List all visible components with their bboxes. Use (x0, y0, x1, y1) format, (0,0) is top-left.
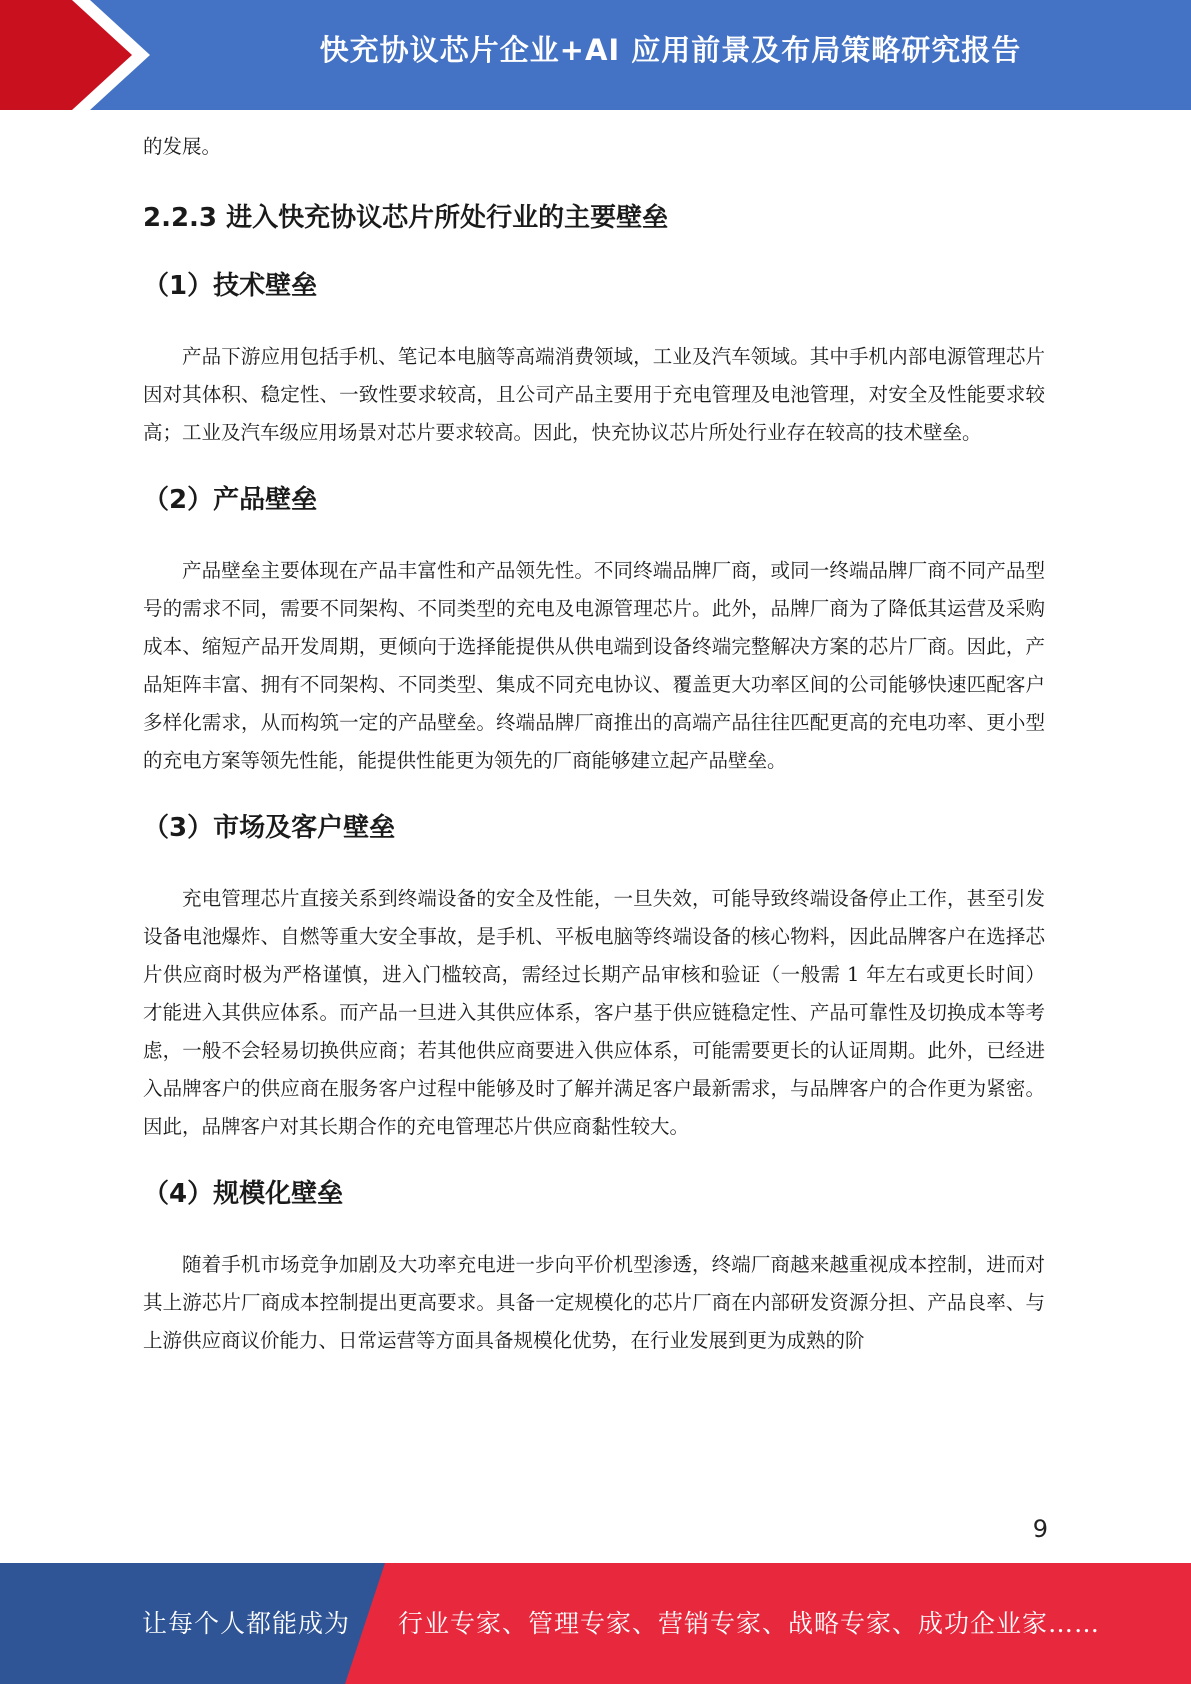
subsection-title-product: （2）产品壁垒 (143, 485, 318, 515)
header-title: 快充协议芯片企业+AI 应用前景及布局策略研究报告 (319, 33, 1022, 67)
paragraph-market: 充电管理芯片直接关系到终端设备的安全及性能，一旦失效，可能导致终端设备停止工作，甚至引发设备电池爆炸、自燃等重大安全事故，是手机、平板电脑等终端设备的核心物料，因此品牌客户在选择芯片供应商时极为严格谨慎，进入门槛较高，需经过长期产品审核和验证（一般需 1 年左右或更长时间）才能进入其供应体系。而产品一旦进入其供应体系，客户基于供应链稳定性、产品可靠性及切换成本等考虑，一般不会轻易切换供应商；若其他供应商要进入供应体系，可能需要更长的认证周期。此外，已经进入品牌客户的供应商在服务客户过程中能够及时了解并满足客户最新需求，与品牌客户的合作更为紧密。因此，品牌客户对其长期合作的充电管理芯片供应商黏性较大。 (143, 887, 1045, 1138)
document-body (143, 128, 1045, 1360)
subsection-title-scale: （4）规模化壁垒 (143, 1179, 344, 1209)
paragraph-product: 产品壁垒主要体现在产品丰富性和产品领先性。不同终端品牌厂商，或同一终端品牌厂商不同产品型号的需求不同，需要不同架构、不同类型的充电及电源管理芯片。此外，品牌厂商为了降低其运营及采购成本、缩短产品开发周期，更倾向于选择能提供从供电端到设备终端完整解决方案的芯片厂商。因此，产品矩阵丰富、拥有不同架构、不同类型、集成不同充电协议、覆盖更大功率区间的公司能够快速匹配客户多样化需求，从而构筑一定的产品壁垒。终端品牌厂商推出的高端产品往往匹配更高的充电功率、更小型的充电方案等领先性能，能提供性能更为领先的厂商能够建立起产品壁垒。 (143, 559, 1045, 772)
page-footer (0, 1563, 1191, 1684)
page-number: 9 (1032, 1515, 1048, 1543)
page-header (0, 0, 1191, 110)
footer-slogan-right: 行业专家、管理专家、营销专家、战略专家、成功企业家…… (398, 1609, 1101, 1638)
subsection-title-technical: （1）技术壁垒 (143, 271, 318, 301)
paragraph-scale: 随着手机市场竞争加剧及大功率充电进一步向平价机型渗透，终端厂商越来越重视成本控制，进而对其上游芯片厂商成本控制提出更高要求。具备一定规模化的芯片厂商在内部研发资源分担、产品良率、与上游供应商议价能力、日常运营等方面具备规模化优势，在行业发展到更为成熟的阶 (143, 1253, 1045, 1352)
header-arrow-red-shape (0, 0, 132, 110)
section-title: 2.2.3 进入快充协议芯片所处行业的主要壁垒 (143, 203, 669, 233)
footer-slogan-left: 让每个人都能成为 (142, 1609, 351, 1638)
subsection-title-market: （3）市场及客户壁垒 (143, 813, 396, 843)
paragraph-technical: 产品下游应用包括手机、笔记本电脑等高端消费领域，工业及汽车领域。其中手机内部电源管理芯片因对其体积、稳定性、一致性要求较高，且公司产品主要用于充电管理及电池管理，对安全及性能要求较高；工业及汽车级应用场景对芯片要求较高。因此，快充协议芯片所处行业存在较高的技术壁垒。 (143, 345, 1045, 444)
header-arrow-decoration (0, 0, 150, 110)
continuation-text: 的发展。 (143, 135, 222, 158)
